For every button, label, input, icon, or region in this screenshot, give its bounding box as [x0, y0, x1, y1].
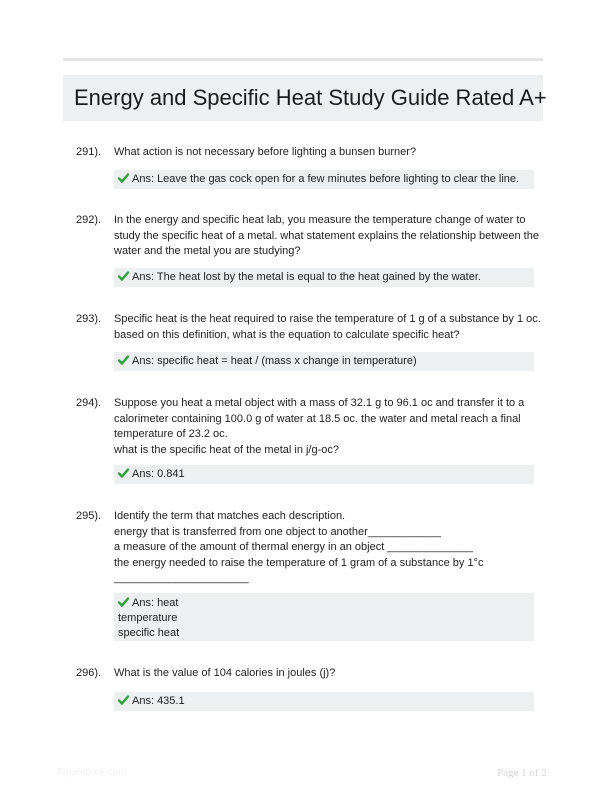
answer-box: [114, 465, 534, 484]
question-line: ______________________: [114, 572, 249, 584]
question-line: water and the metal you are studying?: [114, 245, 301, 257]
question-line: Suppose you heat a metal object with a mass of 32.1 g to 96.1 oc and transfer it to a: [114, 397, 525, 409]
footer-watermark: Paperdock.com: [57, 767, 127, 778]
question-text: [114, 396, 536, 458]
question-line: Identify the term that matches each description.: [114, 510, 346, 522]
answer-box: [114, 593, 534, 641]
answer-line: specific heat: [118, 627, 180, 639]
answer-text: Ans: heat: [132, 597, 179, 609]
answer-text: Ans: Leave the gas cock open for a few minutes before lighting to clear the line.: [132, 173, 520, 185]
question-number: 292).: [76, 214, 102, 226]
question-number: 296).: [76, 667, 102, 679]
page-title: Energy and Specific Heat Study Guide Rated A+: [74, 85, 547, 110]
answer-box: [114, 268, 534, 287]
answer-line: [118, 270, 530, 285]
title-banner: [63, 75, 547, 121]
question-line: What action is not necessary before lighting a bunsen burner?: [114, 146, 417, 158]
question-number: 291).: [76, 146, 102, 158]
question-number: 293).: [76, 313, 102, 325]
question-line: what is the specific heat of the metal in j/g-oc?: [114, 443, 340, 456]
checkmark-icon: [118, 355, 129, 365]
answer-line: [118, 467, 530, 482]
question-line: Specific heat is the heat required to raise the temperature of 1 g of a substance by 1 oc.: [114, 313, 541, 325]
answer-line: [118, 596, 530, 611]
answer-text: Ans: 435.1: [132, 695, 185, 707]
answer-text: Ans: The heat lost by the metal is equal to the heat gained by the water.: [132, 271, 481, 283]
checkmark-icon: [118, 173, 129, 183]
checkmark-icon: [118, 271, 129, 281]
question-line: In the energy and specific heat lab, you measure the temperature change of water to: [114, 214, 526, 226]
answer-box: [114, 352, 534, 371]
question-line: calorimeter containing 100.0 g of water at 18.5 oc. the water and metal reach a final: [114, 412, 521, 425]
question-text: [114, 145, 536, 161]
question-text: [114, 666, 536, 682]
checkmark-icon: [118, 597, 129, 607]
question-line: study the specific heat of a metal. what statement explains the relationship between the: [114, 229, 539, 242]
top-divider: [63, 58, 543, 61]
answer-line: [118, 354, 530, 369]
question-line: based on this definition, what is the equation to calculate specific heat?: [114, 328, 460, 341]
question-number: 295).: [76, 510, 102, 522]
page-indicator: Page 1 of 2: [497, 767, 547, 779]
answer-line: [118, 172, 530, 187]
question-line: the energy needed to raise the temperature of 1 gram of a substance by 1°c: [114, 556, 484, 569]
question-number: 294).: [76, 397, 102, 409]
answer-line: temperature: [118, 612, 178, 624]
answer-box: [114, 692, 534, 711]
answer-text: Ans: 0.841: [132, 468, 185, 480]
answer-line: [118, 694, 530, 709]
checkmark-icon: [118, 468, 129, 478]
question-line: temperature of 23.2 oc.: [114, 428, 228, 440]
question-line: What is the value of 104 calories in joules (j)?: [114, 667, 336, 679]
question-text: [114, 312, 541, 343]
answer-box: [114, 170, 534, 189]
answer-text: Ans: specific heat = heat / (mass x change in temperature): [132, 355, 417, 367]
checkmark-icon: [118, 695, 129, 705]
question-text: [114, 509, 536, 587]
question-line: energy that is transferred from one object to another____________: [114, 525, 442, 538]
question-text: [114, 213, 539, 260]
question-line: a measure of the amount of thermal energy in an object ______________: [114, 541, 473, 553]
